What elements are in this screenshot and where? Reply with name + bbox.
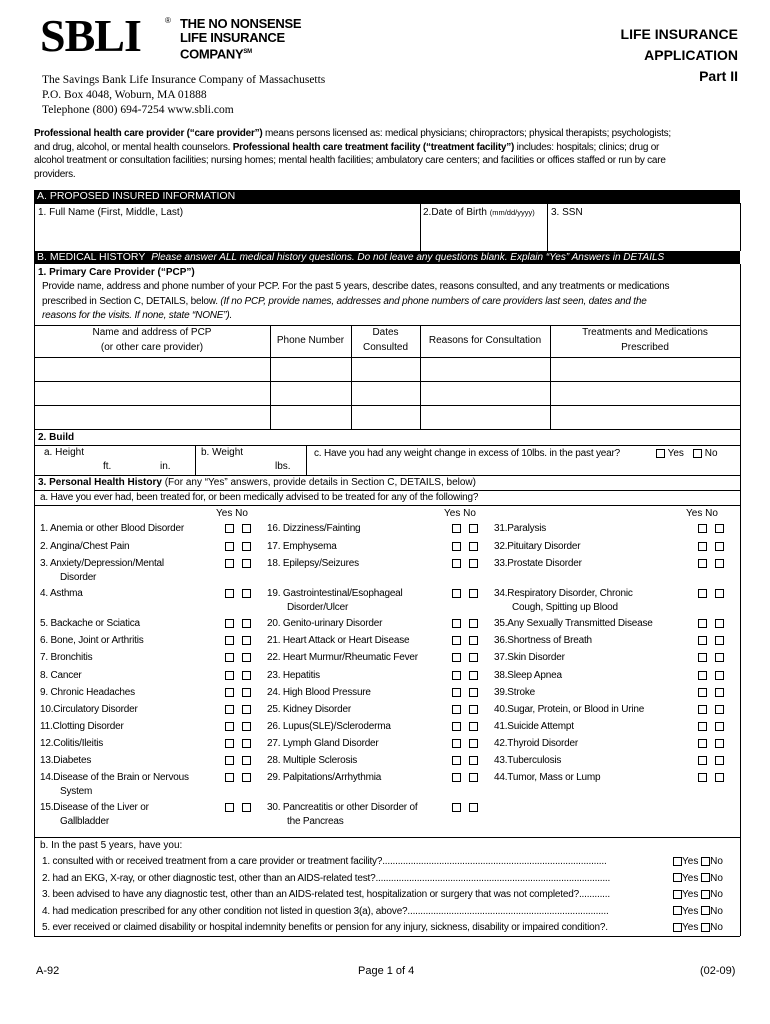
no-checkbox[interactable]	[715, 636, 724, 645]
yes-checkbox[interactable]	[225, 722, 234, 731]
yes-no-checkboxes	[452, 589, 478, 598]
no-checkbox[interactable]	[715, 773, 724, 782]
checkbox[interactable]	[656, 449, 665, 458]
yes-no-checkboxes	[452, 705, 478, 714]
weight-change-yes[interactable]: Yes	[656, 448, 684, 460]
no-checkbox[interactable]	[469, 773, 478, 782]
yes-no-checkboxes	[225, 524, 251, 533]
yes-checkbox[interactable]	[698, 773, 707, 782]
pcp-col-dates: Dates Consulted	[362, 327, 409, 353]
condition-label: 39.Stroke	[494, 687, 536, 698]
pcp-row-3[interactable]	[36, 407, 738, 428]
tagline-line-2: LIFE INSURANCE	[180, 30, 285, 45]
condition-label: 17. Emphysema	[267, 541, 337, 552]
yes-checkbox[interactable]	[225, 739, 234, 748]
condition-label: 25. Kidney Disorder	[267, 704, 352, 715]
dob-input[interactable]	[422, 221, 546, 249]
question-3b-item: 1. consulted with or received treatment from a care provider or treatment facility?.......................................................................................	[42, 856, 607, 867]
yes-no-checkboxes	[225, 671, 251, 680]
yes-no-checkboxes	[452, 803, 478, 812]
question-3b-yes-no: Yes No	[673, 856, 723, 868]
yes-checkbox[interactable]	[698, 542, 707, 551]
yes-no-checkboxes	[698, 671, 724, 680]
weight-label: b. Weight	[201, 447, 244, 458]
yes-no-checkboxes	[225, 803, 251, 812]
pcp-row-2[interactable]	[36, 383, 738, 404]
condition-label: 13.Diabetes	[40, 755, 92, 766]
height-in-unit: in.	[160, 461, 171, 472]
logo-registered-mark: ®	[165, 16, 171, 25]
no-checkbox[interactable]	[242, 773, 251, 782]
yes-no-checkboxes	[225, 653, 251, 662]
yes-checkbox[interactable]	[673, 890, 682, 899]
yes-checkbox[interactable]	[452, 671, 461, 680]
company-phone: Telephone (800) 694-7254 www.sbli.com	[42, 104, 234, 116]
condition-label: 26. Lupus(SLE)/Scleroderma	[267, 721, 391, 732]
yes-no-checkboxes	[698, 722, 724, 731]
pcp-instructions-1: Provide name, address and phone number of your PCP. For the past 5 years, describe dates, reasons consulted, and any treatments or medications	[42, 281, 670, 292]
weight-change-question: c. Have you had any weight change in excess of 10lbs. in the past year?	[314, 448, 620, 459]
condition-label: 32.Pituitary Disorder	[494, 541, 581, 552]
yes-no-checkboxes	[225, 619, 251, 628]
yes-no-checkboxes	[225, 688, 251, 697]
tagline-line-3: COMPANY℠	[180, 46, 252, 62]
personal-history-title: 3. Personal Health History (For any “Yes” answers, provide details in Section C, DETAILS, below)	[38, 477, 476, 488]
yes-checkbox[interactable]	[698, 524, 707, 533]
no-checkbox[interactable]	[715, 756, 724, 765]
no-checkbox[interactable]	[469, 636, 478, 645]
yes-no-header-2: Yes No	[444, 508, 476, 519]
condition-label: 29. Palpitations/Arrhythmia	[267, 772, 382, 783]
pcp-col-reasons: Reasons for Consultation	[428, 335, 542, 346]
yes-checkbox[interactable]	[698, 688, 707, 697]
yes-checkbox[interactable]	[698, 739, 707, 748]
weight-change-no[interactable]: No	[693, 448, 718, 460]
yes-no-checkboxes	[225, 559, 251, 568]
no-checkbox[interactable]	[469, 705, 478, 714]
yes-checkbox[interactable]	[673, 906, 682, 915]
yes-checkbox[interactable]	[225, 636, 234, 645]
yes-no-checkboxes	[452, 722, 478, 731]
yes-no-header-1: Yes No	[216, 508, 248, 519]
no-checkbox[interactable]	[242, 559, 251, 568]
yes-checkbox[interactable]	[225, 756, 234, 765]
condition-label: 41.Suicide Attempt	[494, 721, 574, 732]
yes-checkbox[interactable]	[225, 773, 234, 782]
no-checkbox[interactable]	[469, 589, 478, 598]
condition-label: 12.Colitis/Ileitis	[40, 738, 104, 749]
no-checkbox[interactable]	[242, 524, 251, 533]
condition-label: 31.Paralysis	[494, 523, 547, 534]
yes-no-checkboxes	[225, 589, 251, 598]
yes-no-checkboxes	[452, 773, 478, 782]
yes-no-checkboxes	[452, 671, 478, 680]
pcp-instructions-3: reasons for the visits. If none, state “NONE”).	[42, 310, 233, 321]
condition-label: 16. Dizziness/Fainting	[267, 523, 361, 534]
yes-checkbox[interactable]	[452, 542, 461, 551]
no-checkbox[interactable]	[469, 722, 478, 731]
yes-no-checkboxes	[452, 756, 478, 765]
condition-label: 30. Pancreatitis or other Disorder of the Pancreas	[267, 802, 418, 827]
yes-checkbox[interactable]	[452, 773, 461, 782]
checkbox[interactable]	[693, 449, 702, 458]
yes-checkbox[interactable]	[225, 524, 234, 533]
dob-label: 2.Date of Birth (mm/dd/yyyy)	[423, 207, 535, 218]
no-checkbox[interactable]	[715, 705, 724, 714]
yes-checkbox[interactable]	[452, 589, 461, 598]
condition-label: 36.Shortness of Breath	[494, 635, 592, 646]
condition-label: 35.Any Sexually Transmitted Disease	[494, 618, 653, 629]
no-checkbox[interactable]	[469, 559, 478, 568]
no-checkbox[interactable]	[715, 653, 724, 662]
doc-title-line-1: LIFE INSURANCE	[620, 26, 738, 42]
condition-label: 15.Disease of the Liver or Gallbladder	[40, 802, 149, 827]
no-checkbox[interactable]	[701, 890, 710, 899]
condition-label: 3. Anxiety/Depression/Mental Disorder	[40, 558, 164, 583]
condition-label: 33.Prostate Disorder	[494, 558, 582, 569]
revision-date: (02-09)	[700, 965, 736, 977]
no-checkbox[interactable]	[242, 671, 251, 680]
yes-no-checkboxes	[225, 542, 251, 551]
question-3b-item: 3. been advised to have any diagnostic test, other than an AIDS-related test, hospitalization or surgery that was not completed?............	[42, 889, 610, 900]
no-checkbox[interactable]	[242, 756, 251, 765]
yes-checkbox[interactable]	[452, 739, 461, 748]
yes-no-checkboxes	[698, 619, 724, 628]
condition-label: 1. Anemia or other Blood Disorder	[40, 523, 185, 534]
condition-label: 44.Tumor, Mass or Lump	[494, 772, 601, 783]
question-3b-yes-no: Yes No	[673, 873, 723, 885]
yes-no-checkboxes	[225, 739, 251, 748]
yes-checkbox[interactable]	[452, 688, 461, 697]
yes-no-checkboxes	[225, 756, 251, 765]
no-checkbox[interactable]	[715, 671, 724, 680]
yes-checkbox[interactable]	[698, 589, 707, 598]
no-checkbox[interactable]	[469, 739, 478, 748]
condition-label: 14.Disease of the Brain or Nervous System	[40, 772, 189, 797]
yes-checkbox[interactable]	[225, 559, 234, 568]
yes-no-checkboxes	[452, 739, 478, 748]
yes-no-checkboxes	[452, 653, 478, 662]
company-address-block	[42, 73, 325, 118]
yes-no-checkboxes	[452, 524, 478, 533]
yes-checkbox[interactable]	[673, 873, 682, 882]
yes-checkbox[interactable]	[452, 756, 461, 765]
condition-label: 20. Genito-urinary Disorder	[267, 618, 383, 629]
condition-label: 7. Bronchitis	[40, 652, 93, 663]
no-checkbox[interactable]	[242, 653, 251, 662]
yes-checkbox[interactable]	[698, 756, 707, 765]
condition-label: 10.Circulatory Disorder	[40, 704, 138, 715]
condition-label: 2. Angina/Chest Pain	[40, 541, 130, 552]
yes-no-checkboxes	[452, 542, 478, 551]
no-checkbox[interactable]	[469, 653, 478, 662]
form-number: A-92	[36, 965, 60, 977]
yes-no-checkboxes	[698, 653, 724, 662]
yes-checkbox[interactable]	[452, 559, 461, 568]
yes-checkbox[interactable]	[225, 653, 234, 662]
no-checkbox[interactable]	[715, 688, 724, 697]
ssn-input[interactable]	[549, 221, 739, 249]
condition-label: 6. Bone, Joint or Arthritis	[40, 635, 144, 646]
no-checkbox[interactable]	[469, 619, 478, 628]
yes-no-checkboxes	[698, 705, 724, 714]
yes-no-checkboxes	[452, 636, 478, 645]
no-checkbox[interactable]	[715, 542, 724, 551]
yes-checkbox[interactable]	[225, 671, 234, 680]
yes-checkbox[interactable]	[452, 636, 461, 645]
no-checkbox[interactable]	[242, 722, 251, 731]
no-checkbox[interactable]	[469, 688, 478, 697]
no-checkbox[interactable]	[469, 524, 478, 533]
no-checkbox[interactable]	[715, 722, 724, 731]
yes-checkbox[interactable]	[698, 705, 707, 714]
condition-label: 43.Tuberculosis	[494, 755, 562, 766]
pcp-title: 1. Primary Care Provider (“PCP”)	[38, 267, 195, 278]
condition-label: 5. Backache or Sciatica	[40, 618, 140, 629]
build-title: 2. Build	[38, 432, 75, 443]
full-name-label: 1. Full Name (First, Middle, Last)	[38, 207, 184, 218]
no-checkbox[interactable]	[242, 803, 251, 812]
no-checkbox[interactable]	[715, 524, 724, 533]
yes-no-checkboxes	[698, 589, 724, 598]
definitions-paragraph: Professional health care provider (“care provider”) means persons licensed as: medical physicians; chiropractors; physical therapists; psychologists; and drug, alcohol, or mental health counselors. Professional health care treatment facility (“treatment facility”) includes: hospitals; clinics; drug or alcohol treatment or consultation facilities; nursing homes; mental health facilities; ambulatory care centers; and facilities or offices staffed or run by care providers.	[34, 128, 671, 180]
condition-label: 24. High Blood Pressure	[267, 687, 371, 698]
yes-no-checkboxes	[698, 773, 724, 782]
pcp-col-treatments: Treatments and Medications Prescribed	[582, 327, 708, 353]
logo-text: SBLI	[40, 10, 141, 61]
logo-tagline	[180, 17, 301, 61]
yes-checkbox[interactable]	[225, 803, 234, 812]
doc-title-line-2: APPLICATION	[644, 47, 738, 63]
yes-checkbox[interactable]	[452, 619, 461, 628]
no-checkbox[interactable]	[242, 688, 251, 697]
condition-label: 40.Sugar, Protein, or Blood in Urine	[494, 704, 645, 715]
yes-checkbox[interactable]	[698, 636, 707, 645]
yes-checkbox[interactable]	[225, 705, 234, 714]
yes-checkbox[interactable]	[452, 803, 461, 812]
yes-checkbox[interactable]	[225, 589, 234, 598]
condition-label: 18. Epilepsy/Seizures	[267, 558, 359, 569]
no-checkbox[interactable]	[701, 873, 710, 882]
yes-checkbox[interactable]	[452, 653, 461, 662]
no-checkbox[interactable]	[715, 559, 724, 568]
yes-checkbox[interactable]	[452, 524, 461, 533]
question-3b-yes-no: Yes No	[673, 922, 723, 934]
yes-no-checkboxes	[698, 688, 724, 697]
question-3b-item: 4. had medication prescribed for any other condition not listed in question 3(a), above?..............................................................................	[42, 905, 609, 917]
question-3b-yes-no: Yes No	[673, 906, 723, 918]
question-3a: a. Have you ever had, been treated for, or been medically advised to be treated for any of the following?	[40, 492, 479, 503]
yes-no-checkboxes	[225, 636, 251, 645]
yes-no-checkboxes	[698, 524, 724, 533]
yes-no-checkboxes	[225, 773, 251, 782]
yes-no-checkboxes	[698, 739, 724, 748]
sbli-logo	[40, 12, 141, 60]
height-label: a. Height	[44, 447, 85, 458]
yes-no-checkboxes	[452, 619, 478, 628]
no-checkbox[interactable]	[715, 589, 724, 598]
weight-input[interactable]	[198, 459, 303, 473]
condition-label: 37.Skin Disorder	[494, 652, 565, 663]
yes-checkbox[interactable]	[698, 671, 707, 680]
yes-checkbox[interactable]	[698, 653, 707, 662]
yes-no-checkboxes	[698, 542, 724, 551]
pcp-col-phone: Phone Number	[276, 335, 345, 346]
doc-title-line-3: Part II	[699, 68, 738, 84]
yes-no-checkboxes	[698, 756, 724, 765]
yes-checkbox[interactable]	[698, 722, 707, 731]
no-checkbox[interactable]	[242, 619, 251, 628]
no-checkbox[interactable]	[242, 705, 251, 714]
no-checkbox[interactable]	[469, 756, 478, 765]
condition-label: 21. Heart Attack or Heart Disease	[267, 635, 410, 646]
no-checkbox[interactable]	[242, 739, 251, 748]
question-3b-item: 5. ever received or claimed disability or hospital indemnity benefits or pension for any injury, sickness, disability or impaired condition?.	[42, 922, 608, 933]
condition-label: 22. Heart Murmur/Rheumatic Fever	[267, 652, 418, 663]
no-checkbox[interactable]	[469, 803, 478, 812]
yes-checkbox[interactable]	[225, 688, 234, 697]
condition-label: 34.Respiratory Disorder, Chronic Cough, Spitting up Blood	[494, 588, 633, 613]
yes-no-checkboxes	[452, 688, 478, 697]
full-name-input[interactable]	[36, 221, 418, 249]
condition-label: 38.Sleep Apnea	[494, 670, 562, 681]
no-checkbox[interactable]	[242, 542, 251, 551]
no-checkbox[interactable]	[242, 636, 251, 645]
no-checkbox[interactable]	[715, 619, 724, 628]
condition-label: 4. Asthma	[40, 588, 83, 599]
question-3b-yes-no: Yes No	[673, 889, 723, 901]
yes-checkbox[interactable]	[698, 619, 707, 628]
height-ft-unit: ft.	[103, 461, 112, 472]
page-number: Page 1 of 4	[358, 965, 415, 977]
yes-no-checkboxes	[225, 722, 251, 731]
condition-label: 8. Cancer	[40, 670, 82, 681]
yes-no-checkboxes	[698, 636, 724, 645]
yes-checkbox[interactable]	[225, 619, 234, 628]
tagline-line-1: THE NO NONSENSE	[180, 16, 302, 31]
condition-label: 28. Multiple Sclerosis	[267, 755, 358, 766]
yes-checkbox[interactable]	[673, 857, 682, 866]
pcp-col-name: Name and address of PCP (or other care provider)	[92, 327, 212, 353]
yes-checkbox[interactable]	[673, 923, 682, 932]
no-checkbox[interactable]	[701, 906, 710, 915]
condition-label: 19. Gastrointestinal/Esophageal Disorder/Ulcer	[267, 588, 403, 613]
section-a-header: A. PROPOSED INSURED INFORMATION	[34, 190, 740, 203]
question-3b-item: 2. had an EKG, X-ray, or other diagnostic test, other than an AIDS-related test?...........................................................................................	[42, 872, 611, 884]
company-address: P.O. Box 4048, Woburn, MA 01888	[42, 89, 207, 101]
no-checkbox[interactable]	[242, 589, 251, 598]
no-checkbox[interactable]	[469, 671, 478, 680]
no-checkbox[interactable]	[701, 857, 710, 866]
yes-checkbox[interactable]	[225, 542, 234, 551]
weight-lbs-unit: lbs.	[275, 461, 291, 472]
yes-no-checkboxes	[698, 559, 724, 568]
yes-checkbox[interactable]	[452, 722, 461, 731]
pcp-row-1[interactable]	[36, 359, 738, 380]
no-checkbox[interactable]	[715, 739, 724, 748]
condition-label: 11.Clotting Disorder	[40, 721, 124, 732]
yes-checkbox[interactable]	[452, 705, 461, 714]
document-title	[621, 24, 738, 87]
condition-label: 42.Thyroid Disorder	[494, 738, 579, 749]
condition-label: 9. Chronic Headaches	[40, 687, 135, 698]
no-checkbox[interactable]	[469, 542, 478, 551]
company-name: The Savings Bank Life Insurance Company of Massachusetts	[42, 74, 326, 86]
yes-no-checkboxes	[225, 705, 251, 714]
section-b-header: B. MEDICAL HISTORY Please answer ALL medical history questions. Do not leave any questions blank. Explain “Yes” Answers in DETAILS	[34, 251, 740, 264]
condition-label: 23. Hepatitis	[267, 670, 320, 681]
pcp-instructions-2: prescribed in Section C, DETAILS, below. (If no PCP, provide names, addresses and phone numbers of care providers last seen, dates and the	[42, 296, 647, 307]
question-3b: b. In the past 5 years, have you:	[40, 840, 183, 851]
condition-label: 27. Lymph Gland Disorder	[267, 738, 379, 749]
ssn-label: 3. SSN	[551, 207, 583, 218]
height-input[interactable]	[40, 459, 190, 473]
yes-no-header-3: Yes No	[686, 508, 718, 519]
no-checkbox[interactable]	[701, 923, 710, 932]
yes-checkbox[interactable]	[698, 559, 707, 568]
yes-no-checkboxes	[452, 559, 478, 568]
